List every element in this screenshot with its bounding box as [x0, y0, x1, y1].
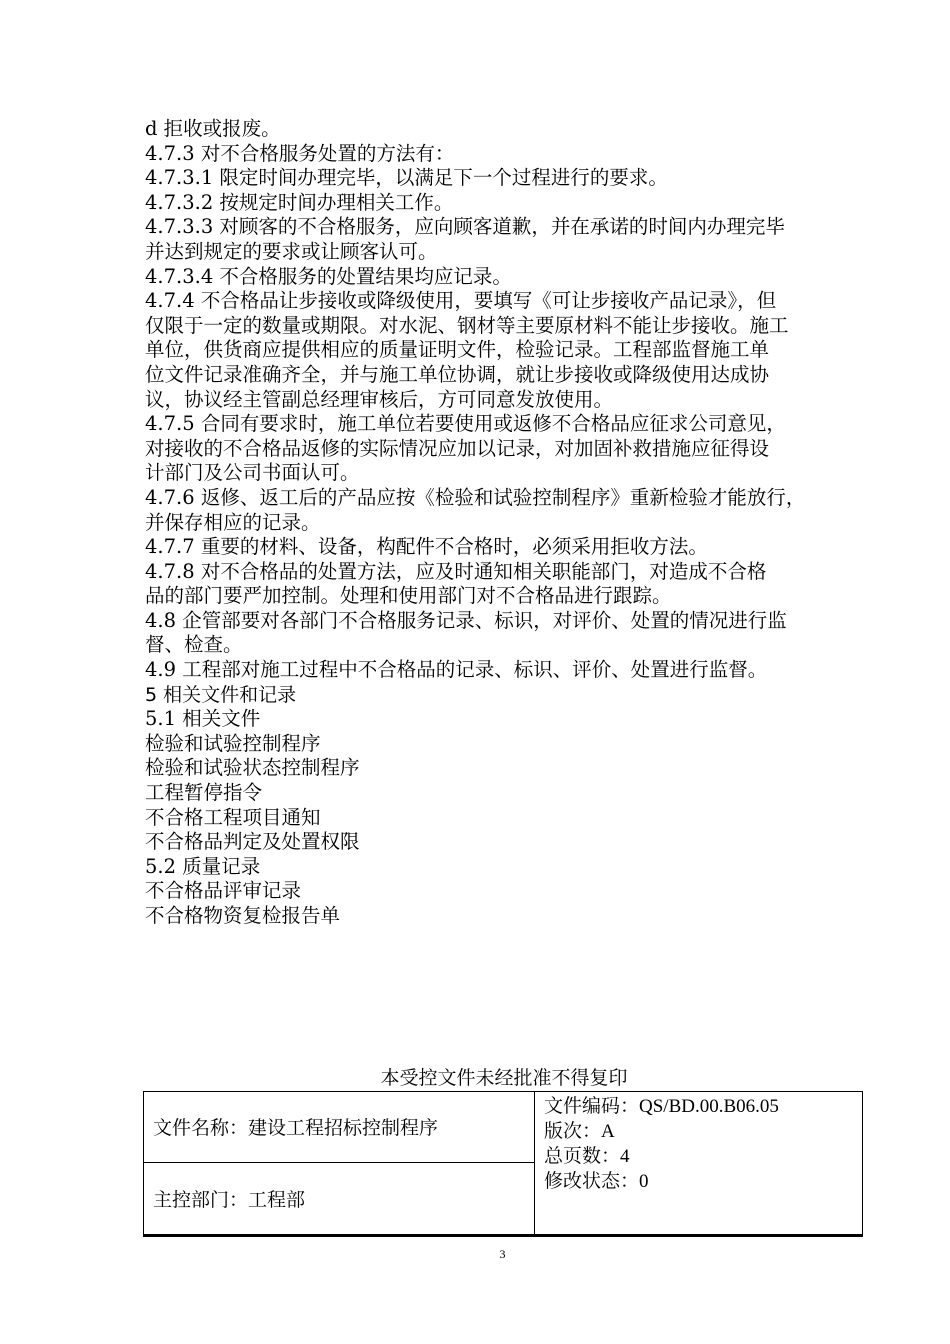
body-line: 仅限于一定的数量或期限。对水泥、钢材等主要原材料不能让步接收。施工 [145, 313, 789, 337]
body-line: 4.7.7 重要的材料、设备，构配件不合格时，必须采用拒收方法。 [145, 535, 708, 559]
body-line: 4.7.4 不合格品让步接收或降级使用，要填写《可让步接收产品记录》，但 [145, 289, 777, 313]
doc-revision: 修改状态：0 [544, 1171, 649, 1192]
body-line: 并达到规定的要求或让顾客认可。 [145, 239, 438, 263]
body-line: 议，协议经主管副总经理审核后，方可同意发放使用。 [145, 387, 614, 411]
doc-total-pages: 总页数：4 [544, 1146, 630, 1167]
body-line: 品的部门要严加控制。处理和使用部门对不合格品进行跟踪。 [145, 584, 672, 608]
body-line: 单位，供货商应提供相应的质量证明文件，检验记录。工程部监督施工单 [145, 338, 770, 362]
quality-record: 不合格品评审记录 [145, 879, 302, 903]
body-line: 4.7.5 合同有要求时，施工单位若要使用或返修不合格品应征求公司意见， [145, 412, 786, 436]
doc-code: 文件编码：QS/BD.00.B06.05 [544, 1096, 779, 1117]
quality-record: 不合格物资复检报告单 [145, 904, 341, 927]
body-line: 计部门及公司书面认可。 [145, 461, 360, 485]
section-line: 5.2 质量记录 [145, 854, 261, 878]
related-document: 不合格工程项目通知 [145, 805, 321, 829]
section-heading: 5 相关文件和记录 [145, 683, 297, 706]
body-line: 4.7.3.2 按规定时间办理相关工作。 [145, 190, 454, 214]
body-line: 对接收的不合格品返修的实际情况应加以记录，对加固补救措施应征得设 [145, 436, 770, 460]
body-line: 4.7.3.1 限定时间办理完毕，以满足下一个过程进行的要求。 [145, 166, 668, 190]
page-number: 3 [499, 1247, 506, 1261]
control-notice: 本受控文件未经批准不得复印 [380, 1067, 628, 1089]
related-document: 检验和试验状态控制程序 [145, 756, 360, 780]
body-line: 4.7.3 对不合格服务处置的方法有： [145, 141, 455, 165]
doc-version: 版次：A [544, 1121, 615, 1142]
body-line: 4.7.3.4 不合格服务的处置结果均应记录。 [145, 264, 512, 288]
document-body [145, 117, 875, 929]
body-line: 4.7.3.3 对顾客的不合格服务，应向顾客道歉，并在承诺的时间内办理完毕 [145, 215, 785, 239]
body-line: 4.7.6 返修、返工后的产品应按《检验和试验控制程序》重新检验才能放行， [145, 485, 806, 509]
dept-cell [144, 1162, 535, 1235]
body-line: d 拒收或报废。 [145, 117, 281, 140]
body-line: 并保存相应的记录。 [145, 510, 321, 534]
body-line: 4.8 企管部要对各部门不合格服务记录、标识，对评价、处置的情况进行监 [145, 608, 787, 632]
document-info-table [143, 1091, 863, 1237]
section-line: 5.1 相关文件 [145, 707, 261, 731]
related-document: 工程暂停指令 [145, 781, 263, 805]
responsible-dept: 主控部门：工程部 [153, 1189, 306, 1211]
body-line: 位文件记录准确齐全，并与施工单位协调，就让步接收或降级使用达成协 [145, 362, 770, 386]
related-document: 不合格品判定及处置权限 [145, 830, 360, 854]
body-line: 督、检查。 [145, 633, 243, 657]
doc-name-cell [144, 1092, 535, 1163]
body-line: 4.7.8 对不合格品的处置方法，应及时通知相关职能部门，对造成不合格 [145, 559, 767, 583]
doc-name: 文件名称：建设工程招标控制程序 [153, 1118, 439, 1140]
related-document: 检验和试验控制程序 [145, 731, 321, 755]
body-line: 4.9 工程部对施工过程中不合格品的记录、标识、评价、处置进行监督。 [145, 658, 768, 682]
doc-meta-cell [535, 1092, 863, 1236]
